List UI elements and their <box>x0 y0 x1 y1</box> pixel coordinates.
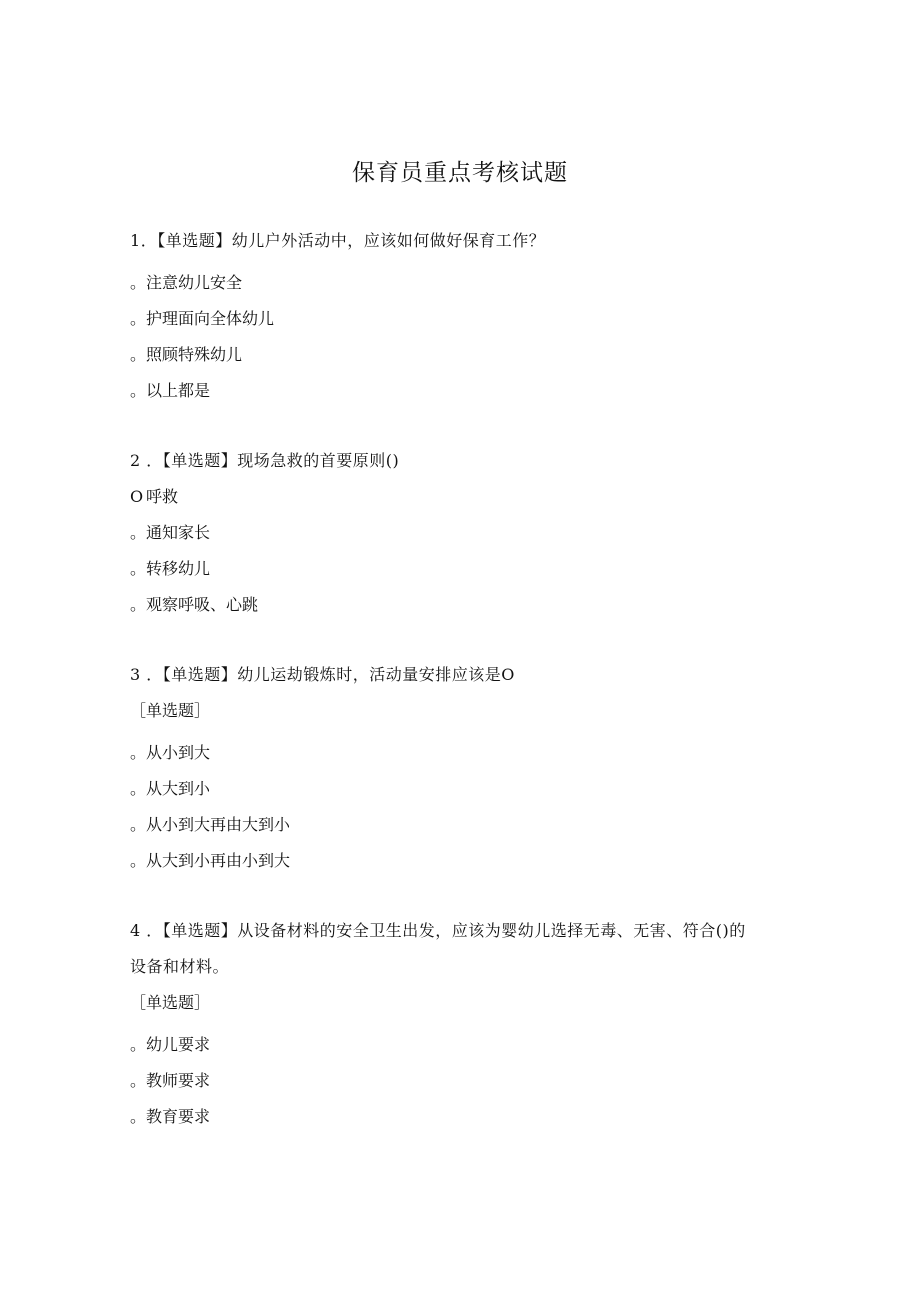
option-marker: 。 <box>130 523 147 542</box>
question-3-option-b <box>130 778 210 800</box>
question-number: 4 <box>130 921 141 940</box>
option-text: 通知家长 <box>146 523 211 542</box>
option-text: 照顾特殊幼儿 <box>146 345 243 364</box>
option-text: 转移幼儿 <box>146 559 211 578</box>
question-4-type-tag: ［单选题］ <box>130 993 211 1012</box>
question-4-stem <box>130 920 746 942</box>
option-text: 从小到大 <box>146 743 211 762</box>
option-marker: 。 <box>130 345 147 364</box>
question-4-option-c <box>130 1106 210 1128</box>
question-3-type-tag: ［单选题］ <box>130 701 211 720</box>
question-1-stem <box>130 230 545 252</box>
option-text: 护理面向全体幼儿 <box>146 309 275 328</box>
option-text: 观察呼吸、心跳 <box>146 595 259 614</box>
option-marker: 。 <box>130 815 147 834</box>
question-1-option-c <box>130 344 242 366</box>
question-number: 3 <box>130 665 141 684</box>
question-1-option-d <box>130 380 210 402</box>
option-text: 注意幼儿安全 <box>146 273 243 292</box>
option-marker: 。 <box>130 743 147 762</box>
document-title: 保育员重点考核试题 <box>352 160 568 186</box>
option-marker: 。 <box>130 273 147 292</box>
option-marker: 。 <box>130 1107 147 1126</box>
question-text: ．【单选题】幼儿运劫锻炼时，活动量安排应该是O <box>146 665 515 684</box>
question-2-option-b <box>130 522 210 544</box>
question-2-option-d <box>130 594 258 616</box>
option-marker: O <box>130 487 144 506</box>
question-1-option-b <box>130 308 274 330</box>
option-text: 呼救 <box>146 487 179 506</box>
question-4-stem-continuation: 设备和材料。 <box>130 957 230 976</box>
option-marker: 。 <box>130 779 147 798</box>
option-marker: 。 <box>130 381 147 400</box>
question-1-option-a <box>130 272 242 294</box>
option-text: 幼儿要求 <box>146 1035 211 1054</box>
question-number: 1 <box>130 231 141 250</box>
question-4-option-a <box>130 1034 210 1056</box>
option-text: 从大到小再由小到大 <box>146 851 291 870</box>
question-number: 2 <box>130 451 141 470</box>
option-marker: 。 <box>130 595 147 614</box>
question-3-stem <box>130 664 515 686</box>
question-3-option-d <box>130 850 290 872</box>
question-3-option-a <box>130 742 210 764</box>
question-3-option-c <box>130 814 290 836</box>
question-text: ．【单选题】从设备材料的安全卫生出发，应该为婴幼儿选择无毒、无害、符合()的 <box>146 921 746 940</box>
option-text: 从小到大再由大到小 <box>146 815 291 834</box>
question-4-option-b <box>130 1070 210 1092</box>
option-marker: 。 <box>130 1035 147 1054</box>
option-marker: 。 <box>130 559 147 578</box>
option-marker: 。 <box>130 851 147 870</box>
question-text: ．【单选题】现场急救的首要原则() <box>146 451 400 470</box>
question-2-option-c <box>130 558 210 580</box>
question-2-stem <box>130 450 399 472</box>
question-text: ．【单选题】幼儿户外活动中，应该如何做好保育工作？ <box>140 231 546 250</box>
option-text: 教育要求 <box>146 1107 211 1126</box>
question-2-option-a <box>130 486 178 508</box>
option-marker: 。 <box>130 309 147 328</box>
option-text: 教师要求 <box>146 1071 211 1090</box>
option-text: 以上都是 <box>146 381 211 400</box>
option-marker: 。 <box>130 1071 147 1090</box>
option-text: 从大到小 <box>146 779 211 798</box>
